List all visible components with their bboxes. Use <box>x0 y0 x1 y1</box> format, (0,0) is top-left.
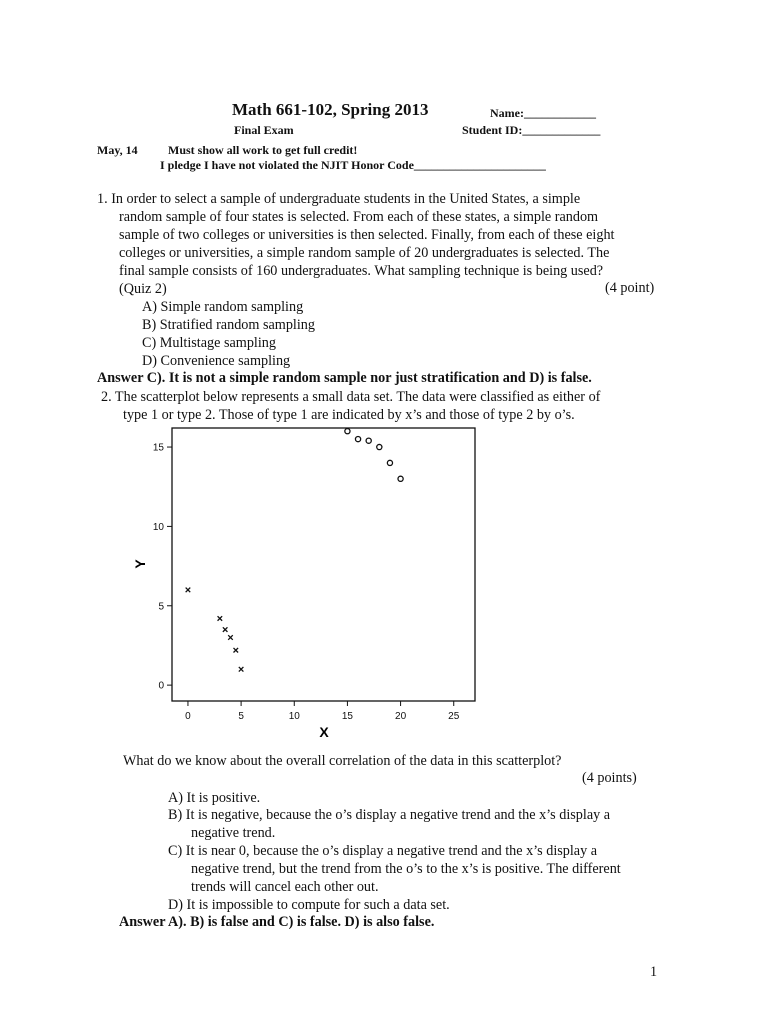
q1-line-1: 1. In order to select a sample of undergraduate students in the United States, a simple <box>97 191 581 207</box>
q2-option-c-line-3: trends will cancel each other out. <box>191 879 379 895</box>
q2-answer: Answer A). B) is false and C) is false. D) is also false. <box>119 914 435 930</box>
o-data-point <box>398 476 403 481</box>
x-tick-label: 20 <box>395 711 407 722</box>
y-tick-label: 5 <box>158 601 164 613</box>
x-tick-label: 25 <box>448 711 460 722</box>
x-data-point <box>228 635 233 640</box>
x-data-point <box>239 667 244 672</box>
q2-option-a: A) It is positive. <box>168 790 261 806</box>
plot-frame <box>172 428 475 701</box>
q2-option-c-line-2: negative trend, but the trend from the o’s to the x’s is positive. The different <box>191 861 621 877</box>
q1-option-a: A) Simple random sampling <box>142 299 304 315</box>
x-data-point <box>233 648 238 653</box>
work-instruction: Must show all work to get full credit! <box>168 143 358 157</box>
x-data-point <box>186 588 191 593</box>
q2-points: (4 points) <box>582 770 637 786</box>
x-data-point <box>223 627 228 632</box>
q1-line-3: sample of two colleges or universities is then selected. Finally, from each of these eight <box>119 227 615 243</box>
x-axis-label: X <box>319 724 329 740</box>
name-field-label: Name:____________ <box>490 106 596 120</box>
student-id-label: Student ID:_____________ <box>462 123 601 137</box>
q1-points: (4 point) <box>605 280 655 296</box>
o-data-point <box>355 437 360 442</box>
x-data-point <box>218 616 223 621</box>
q1-line-4: colleges or universities, a simple random sample of 20 undergraduates is selected. The <box>119 245 610 261</box>
q1-option-b: B) Stratified random sampling <box>142 317 315 333</box>
x-tick-label: 0 <box>185 711 191 722</box>
x-tick-label: 15 <box>341 711 353 722</box>
exam-date: May, 14 <box>97 143 138 157</box>
q2-line-1: 2. The scatterplot below represents a small data set. The data were classified as either of <box>101 389 601 405</box>
q2-question: What do we know about the overall correlation of the data in this scatterplot? <box>123 753 562 769</box>
o-data-point <box>377 444 382 449</box>
q1-line-5: final sample consists of 160 undergraduates. What sampling technique is being used? <box>119 263 604 279</box>
q2-option-b-line-2: negative trend. <box>191 825 276 841</box>
y-tick-label: 10 <box>152 521 164 533</box>
q1-source: (Quiz 2) <box>119 281 167 297</box>
exam-subtitle: Final Exam <box>234 123 294 137</box>
q1-line-2: random sample of four states is selected. From each of these states, a simple random <box>119 209 599 225</box>
x-tick-label: 5 <box>238 711 244 722</box>
y-axis-label: Y <box>132 559 148 569</box>
page-number: 1 <box>650 964 658 980</box>
exam-title: Math 661-102, Spring 2013 <box>232 100 429 119</box>
q2-option-d: D) It is impossible to compute for such a data set. <box>168 897 450 913</box>
o-data-point <box>387 460 392 465</box>
q1-option-d: D) Convenience sampling <box>142 353 291 369</box>
q1-option-c: C) Multistage sampling <box>142 335 276 351</box>
o-data-point <box>366 438 371 443</box>
q2-line-2: type 1 or type 2. Those of type 1 are indicated by x’s and those of type 2 by o’s. <box>123 407 575 423</box>
q2-option-c-line-1: C) It is near 0, because the o’s display a negative trend and the x’s display a <box>168 843 598 859</box>
o-data-point <box>345 429 350 434</box>
y-tick-label: 0 <box>158 680 164 692</box>
q1-answer: Answer C). It is not a simple random sample nor just stratification and D) is false. <box>97 370 592 386</box>
x-tick-label: 10 <box>288 711 300 722</box>
q2-option-b-line-1: B) It is negative, because the o’s display a negative trend and the x’s display a <box>168 807 611 823</box>
honor-pledge: I pledge I have not violated the NJIT Honor Code______________________ <box>160 158 546 172</box>
y-tick-label: 15 <box>152 442 164 454</box>
